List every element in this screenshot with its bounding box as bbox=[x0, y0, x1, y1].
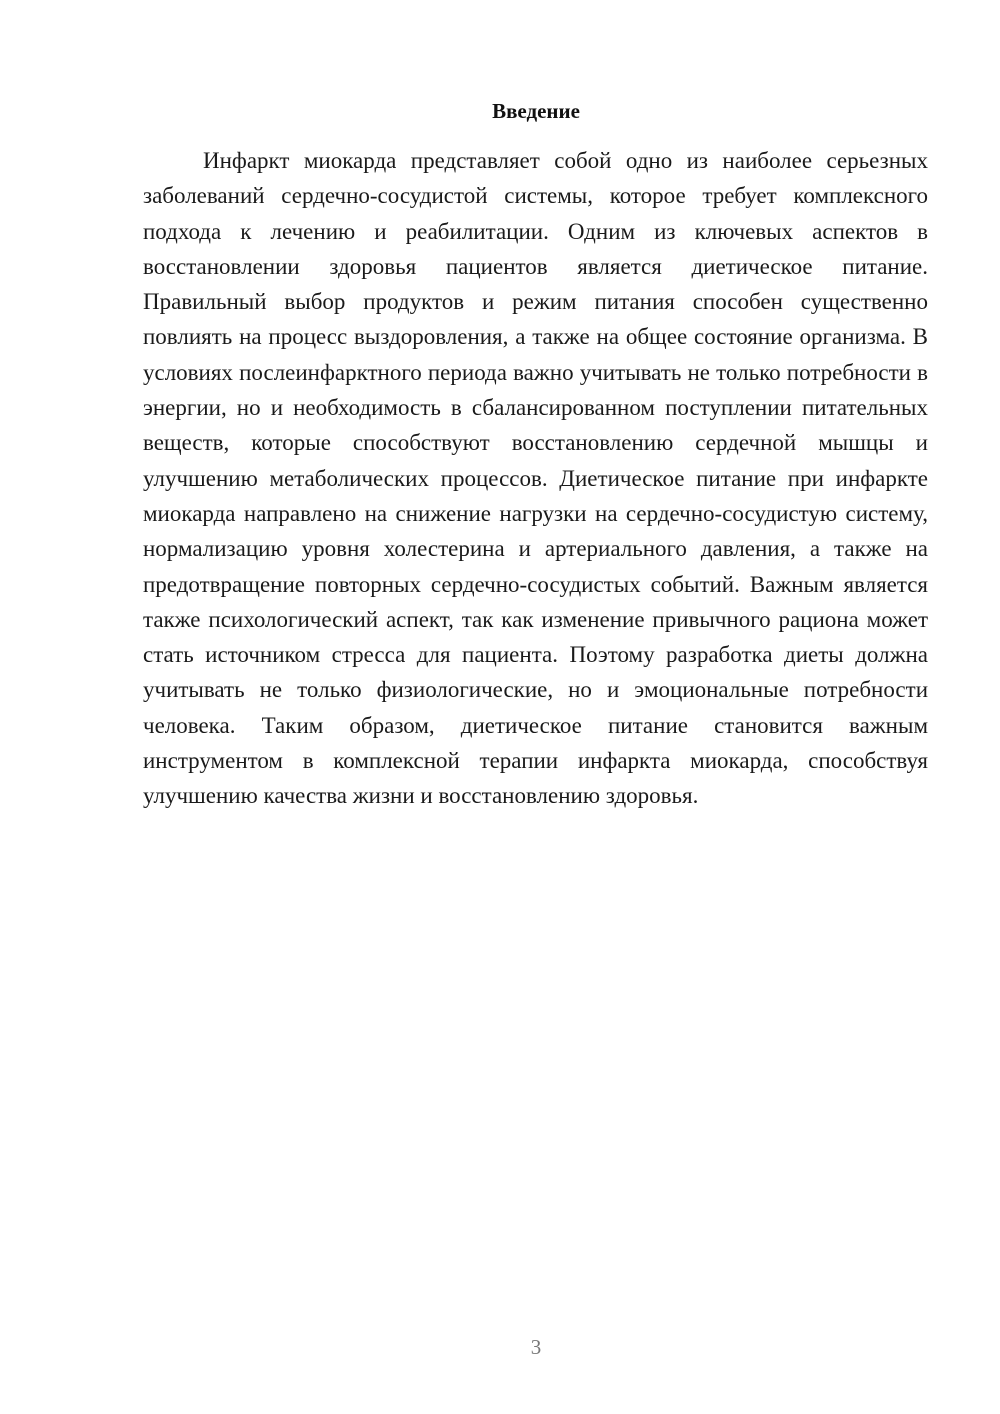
body-paragraph: Инфаркт миокарда представляет собой одно из наиболее серьезных заболеваний сердечно-сосудистой системы, которое требует комплексного подхода к лечению и реабилитации. Одним из ключевых аспектов в восстановлении здоровья пациентов является диетическое питание. Правильный выбор продуктов и режим питания способен существенно повлиять на процесс выздоровления, а также на общее состояние организма. В условиях послеинфарктного периода важно учитывать не только потребности в энергии, но и необходимость в сбалансированном поступлении питательных веществ, которые способствуют восстановлению сердечной мышцы и улучшению метаболических процессов. Диетическое питание при инфаркте миокарда направлено на снижение нагрузки на сердечно-сосудистую систему, нормализацию уровня холестерина и артериального давления, а также на предотвращение повторных сердечно-сосудистых событий. Важным является также психологический аспект, так как изменение привычного рациона может стать источником стресса для пациента. Поэтому разработка диеты должна учитывать не только физиологические, но и эмоциональные потребности человека. Таким образом, диетическое питание становится важным инструментом в комплексной терапии инфаркта миокарда, способствуя улучшению качества жизни и восстановлению здоровья. bbox=[143, 148, 928, 809]
section-heading: Введение bbox=[492, 99, 580, 123]
page-number: 3 bbox=[530, 1335, 542, 1359]
